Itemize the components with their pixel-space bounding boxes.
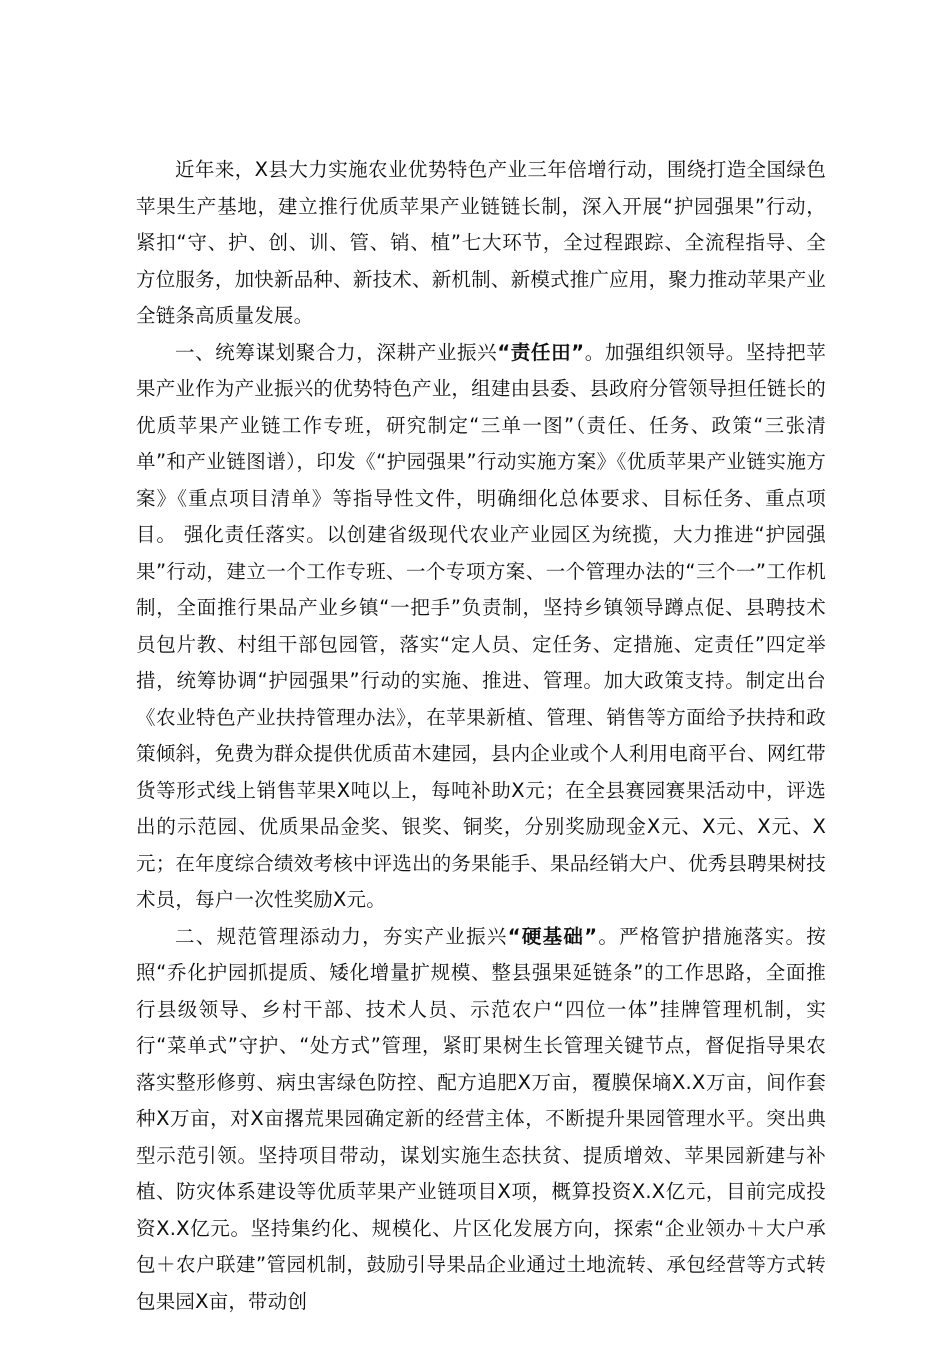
section-2-body: 严格管护措施落实。按照“乔化护园抓提质、矮化增量扩规模、整县强果延链条”的工作思路，全面推行县级领导、乡村干部、技术人员、示范农户“四位一体”挂牌管理机制，实行“菜单式”守护、“处方式”管理，紧盯果树生长管理关键节点，督促指导果农落实整形修剪、病虫害绿色防控、配方追肥X万亩，覆膜保墒X.X万亩，间作套种X万亩，对X亩撂荒果园确定新的经营主体，不断提升果园管理水平。突出典型示范引领。坚持项目带动，谋划实施生态扶贫、提质增效、苹果园新建与补植、防灾体系建设等优质苹果产业链项目X项，概算投资X.X亿元，目前完成投资X.X亿元。坚持集约化、规模化、片区化发展方向，探索“企业领办＋大户承包＋农户联建”管园机制，鼓励引导果品企业通过土地流转、承包经营等方式转包果园X亩，带动创	[136, 924, 826, 1313]
section-1-paragraph	[136, 335, 826, 919]
document-page	[136, 152, 826, 1320]
section-2-paragraph	[136, 919, 826, 1321]
section-1-body: 加强组织领导。坚持把苹果产业作为产业振兴的优势特色产业，组建由县委、县政府分管领导担任链长的优质苹果产业链工作专班，研究制定“三单一图”（责任、任务、政策“三张清单”和产业链图谱），印发《“护园强果”行动实施方案》《优质苹果产业链实施方案》《重点项目清单》等指导性文件，明确细化总体要求、目标任务、重点项目。 强化责任落实。以创建省级现代农业产业园区为统揽，大力推进“护园强果”行动，建立一个工作专班、一个专项方案、一个管理办法的“三个一”工作机制，全面推行果品产业乡镇“一把手”负责制，坚持乡镇领导蹲点促、县聘技术员包片教、村组干部包园管，落实“定人员、定任务、定措施、定责任”四定举措，统筹协调“护园强果”行动的实施、推进、管理。加大政策支持。制定出台《农业特色产业扶持管理办法》，在苹果新植、管理、销售等方面给予扶持和政策倾斜，免费为群众提供优质苗木建园，县内企业或个人利用电商平台、网红带货等形式线上销售苹果X吨以上，每吨补助X元；在全县赛园赛果活动中，评选出的示范园、优质果品金奖、银奖、铜奖，分别奖励现金X元、X元、X元、X元；在年度综合绩效考核中评选出的务果能手、果品经销大户、优秀县聘果树技术员，每户一次性奖励X元。	[136, 340, 826, 911]
intro-paragraph: 近年来，X县大力实施农业优势特色产业三年倍增行动，围绕打造全国绿色苹果生产基地，建立推行优质苹果产业链链长制，深入开展“护园强果”行动，紧扣“守、护、创、训、管、销、植”七大环节，全过程跟踪、全流程指导、全方位服务，加快新品种、新技术、新机制、新模式推广应用，聚力推动苹果产业全链条高质量发展。	[136, 158, 826, 327]
section-1-heading: 一、统筹谋划聚合力，深耕产业振兴“责任田”。	[175, 340, 605, 364]
section-2-heading: 二、规范管理添动力，夯实产业振兴“硬基础”。	[175, 924, 620, 948]
